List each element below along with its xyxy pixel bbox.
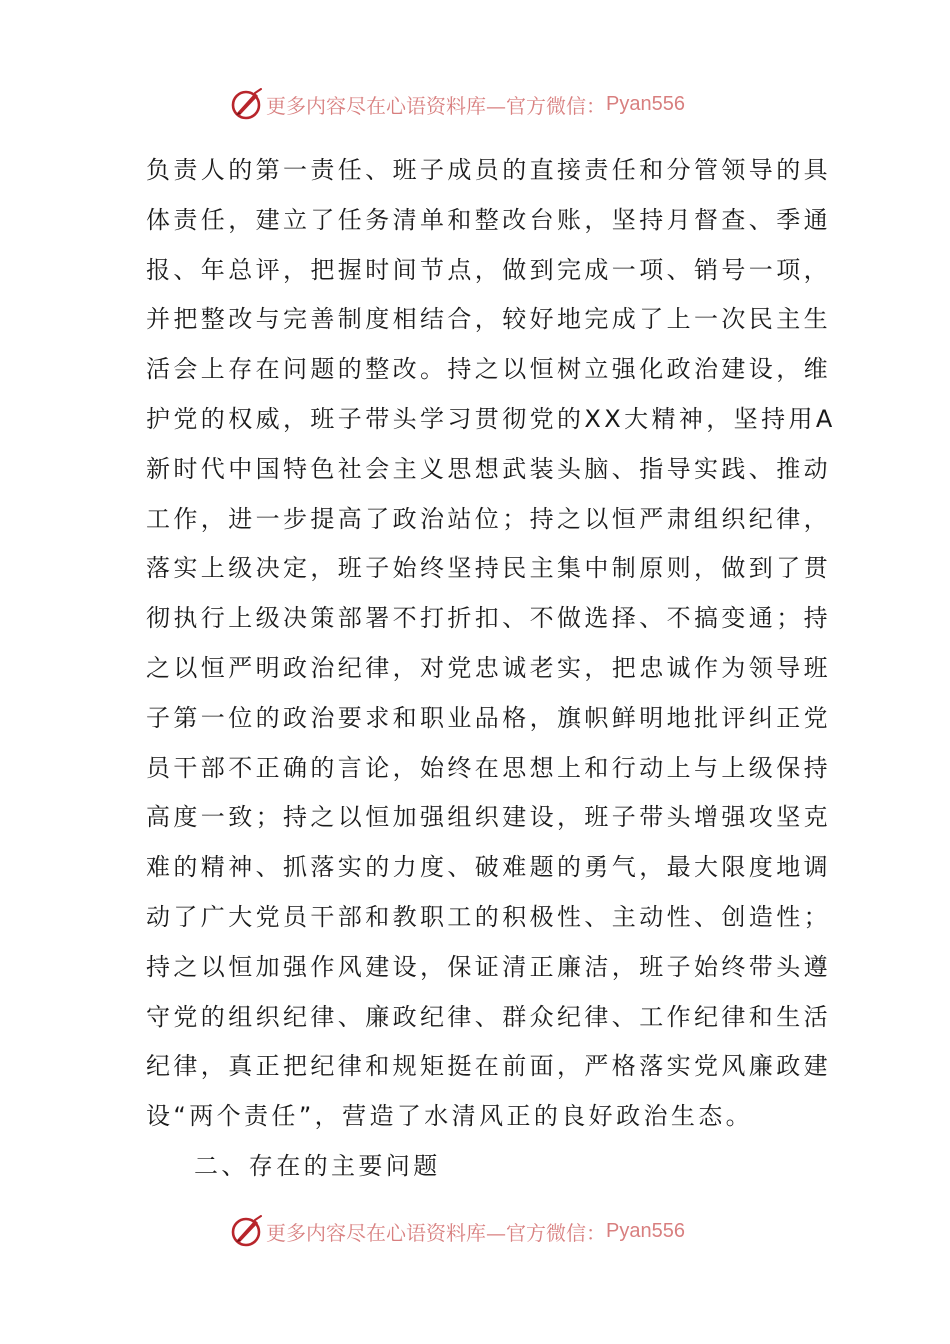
section-heading: 二、存在的主要问题 — [194, 1152, 441, 1180]
paragraph-line: 体责任，建立了任务清单和整改台账，坚持月督查、季通 — [146, 205, 831, 234]
paragraph-line: 之以恒严明政治纪律，对党忠诚老实，把忠诚作为领导班 — [146, 653, 831, 682]
quill-pen-logo-icon — [228, 1213, 264, 1249]
watermark-handle: Pyan556 — [606, 92, 685, 115]
watermark-text: 更多内容尽在心语资料库—官方微信： — [266, 1220, 606, 1245]
paragraph-line: 员干部不正确的言论，始终在思想上和行动上与上级保持 — [146, 753, 831, 782]
paragraph-line: 子第一位的政治要求和职业品格，旗帜鲜明地批评纠正党 — [146, 703, 831, 732]
paragraph-line: 负责人的第一责任、班子成员的直接责任和分管领导的具 — [146, 156, 831, 184]
paragraph-line: 活会上存在问题的整改。持之以恒树立强化政治建设，维 — [146, 355, 831, 384]
paragraph-line: 守党的组织纪律、廉政纪律、群众纪律、工作纪律和生活 — [146, 1002, 831, 1031]
footer-watermark — [228, 1211, 788, 1251]
paragraph-line: 高度一致；持之以恒加强组织建设，班子带头增强攻坚克 — [146, 803, 831, 832]
paragraph-line: 报、年总评，把握时间节点，做到完成一项、销号一项， — [146, 255, 831, 284]
paragraph-line: 持之以恒加强作风建设，保证清正廉洁，班子始终带头遵 — [146, 952, 831, 981]
paragraph-line: 彻执行上级决策部署不打折扣、不做选择、不搞变通；持 — [146, 604, 831, 633]
watermark-handle: Pyan556 — [606, 1219, 685, 1242]
paragraph-line: 工作，进一步提高了政治站位；持之以恒严肃组织纪律， — [146, 504, 831, 533]
paragraph-line: 难的精神、抓落实的力度、破难题的勇气，最大限度地调 — [146, 853, 831, 882]
paragraph-line: 纪律，真正把纪律和规矩挺在前面，严格落实党风廉政建 — [146, 1052, 831, 1081]
paragraph-line: 落实上级决定，班子始终坚持民主集中制原则，做到了贯 — [146, 554, 831, 583]
paragraph-line: 并把整改与完善制度相结合，较好地完成了上一次民主生 — [146, 305, 831, 334]
paragraph-line: 动了广大党员干部和教职工的积极性、主动性、创造性； — [146, 902, 831, 931]
paragraph-line: 设“两个责任”，营造了水清风正的良好政治生态。 — [146, 1102, 754, 1131]
body-paragraph — [146, 146, 836, 1142]
paragraph-line: 护党的权威，班子带头学习贯彻党的XX大精神，坚持用A — [146, 404, 836, 433]
quill-pen-logo-icon — [228, 86, 264, 122]
watermark-text: 更多内容尽在心语资料库—官方微信： — [266, 93, 606, 118]
paragraph-line: 新时代中国特色社会主义思想武装头脑、指导实践、推动 — [146, 454, 831, 483]
header-watermark — [228, 84, 788, 124]
